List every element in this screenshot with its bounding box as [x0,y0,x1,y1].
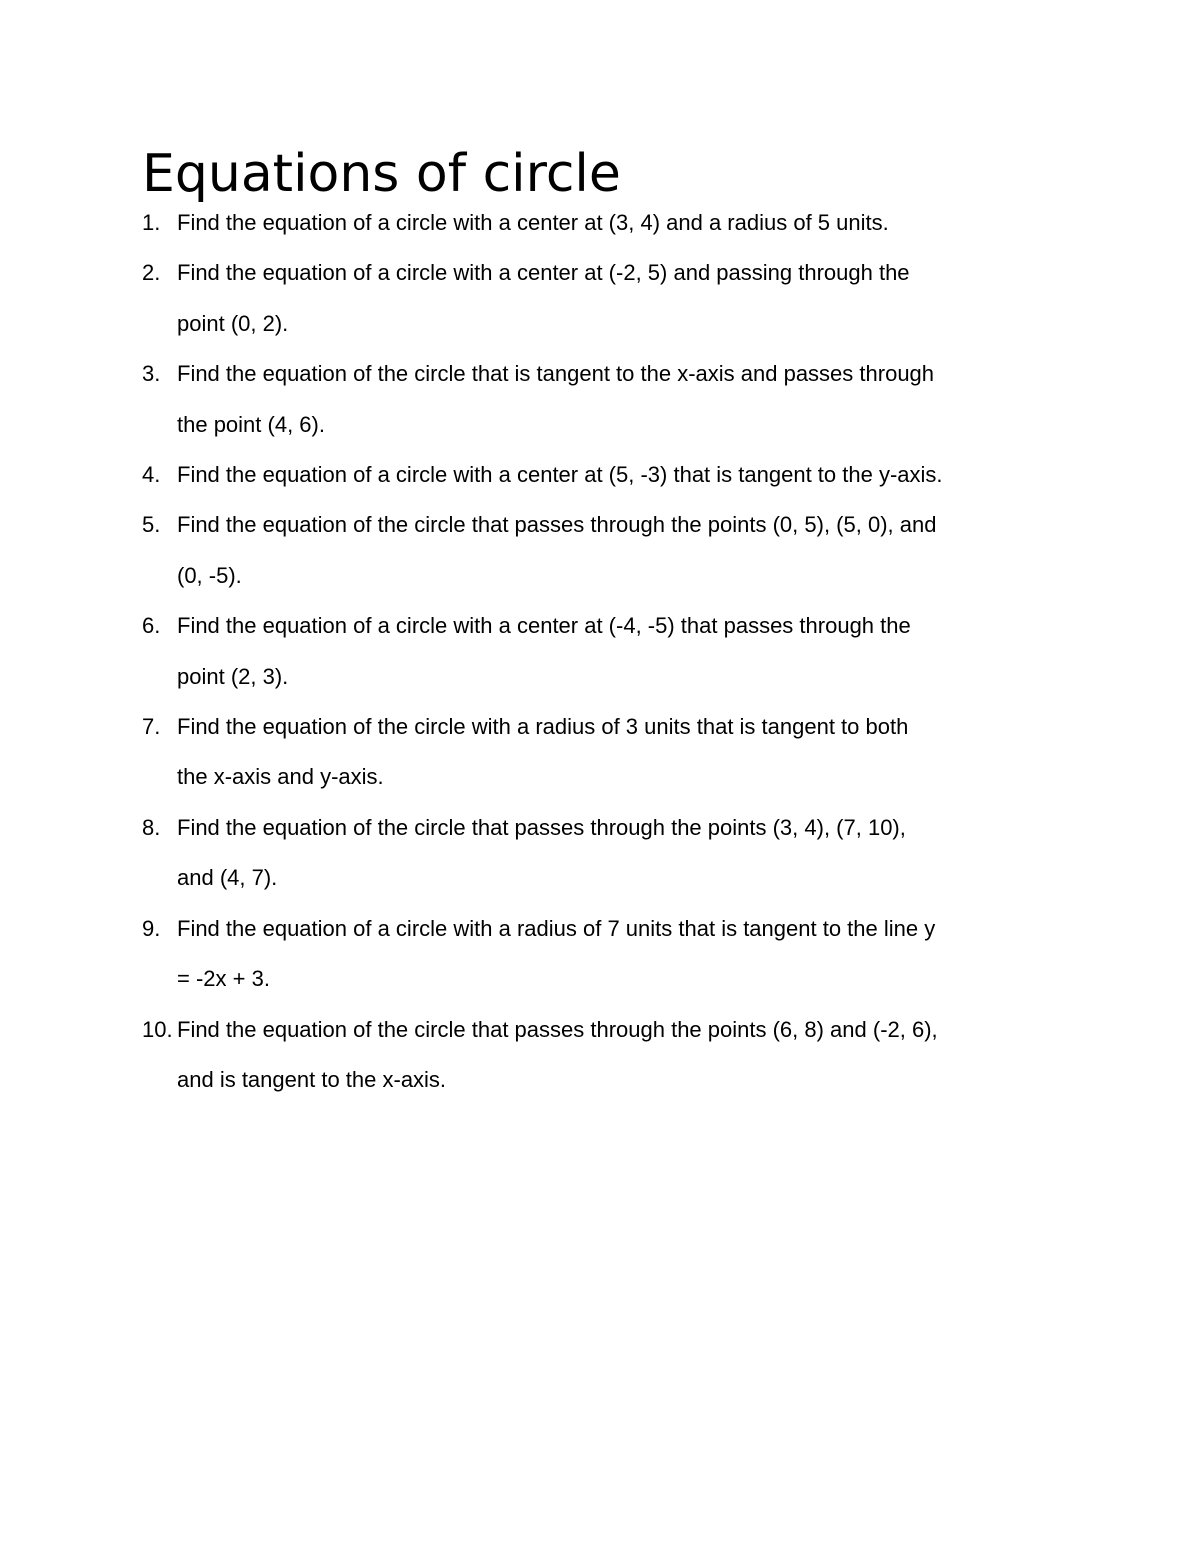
question-text-line: Find the equation of the circle that passes through the points (6, 8) and (-2, 6), [177,1016,938,1042]
question-text-line: and is tangent to the x-axis. [177,1066,447,1092]
question-text-line: Find the equation of a circle with a radius of 7 units that is tangent to the line y [177,915,936,941]
question-text-line: Find the equation of the circle that passes through the points (3, 4), (7, 10), [177,814,906,840]
question-item [142,248,1072,349]
question-item [142,803,1072,904]
question-number: 1. [142,210,161,235]
question-list [142,198,1072,1105]
question-number: 2. [142,260,161,286]
question-item [142,349,1072,450]
question-item [142,1005,1072,1106]
question-text-line: = -2x + 3. [177,966,270,992]
question-number: 3. [142,361,161,387]
question-item [142,904,1072,1005]
question-number: 4. [142,462,161,488]
question-item [142,500,1072,601]
question-number: 6. [142,613,161,639]
question-text-line: Find the equation of a circle with a center at (5, -3) that is tangent to the y-axis. [177,462,943,488]
question-text-line: Find the equation of the circle that passes through the points (0, 5), (5, 0), and [177,512,937,538]
question-number: 7. [142,714,161,740]
question-text-line: Find the equation of a circle with a center at (-4, -5) that passes through the [177,613,911,639]
question-text-line: Find the equation of a circle with a center at (3, 4) and a radius of 5 units. [177,210,889,235]
question-text-line: Find the equation of the circle with a radius of 3 units that is tangent to both [177,714,909,740]
question-number: 8. [142,814,161,840]
question-number: 5. [142,512,161,538]
question-item [142,450,1072,500]
question-item [142,601,1072,702]
question-text-line: point (2, 3). [177,663,289,689]
question-text-line: (0, -5). [177,562,242,588]
question-item [142,198,1072,248]
question-number: 9. [142,915,161,941]
question-text-line: the x-axis and y-axis. [177,764,384,790]
question-text-line: the point (4, 6). [177,411,325,437]
question-text-line: Find the equation of a circle with a center at (-2, 5) and passing through the [177,260,910,286]
question-text-line: Find the equation of the circle that is tangent to the x-axis and passes through [177,361,935,387]
question-number: 10. [142,1016,173,1042]
question-text-line: point (0, 2). [177,310,289,336]
question-item [142,702,1072,803]
document-title: Equations of circle [142,144,621,204]
question-text-line: and (4, 7). [177,865,278,891]
